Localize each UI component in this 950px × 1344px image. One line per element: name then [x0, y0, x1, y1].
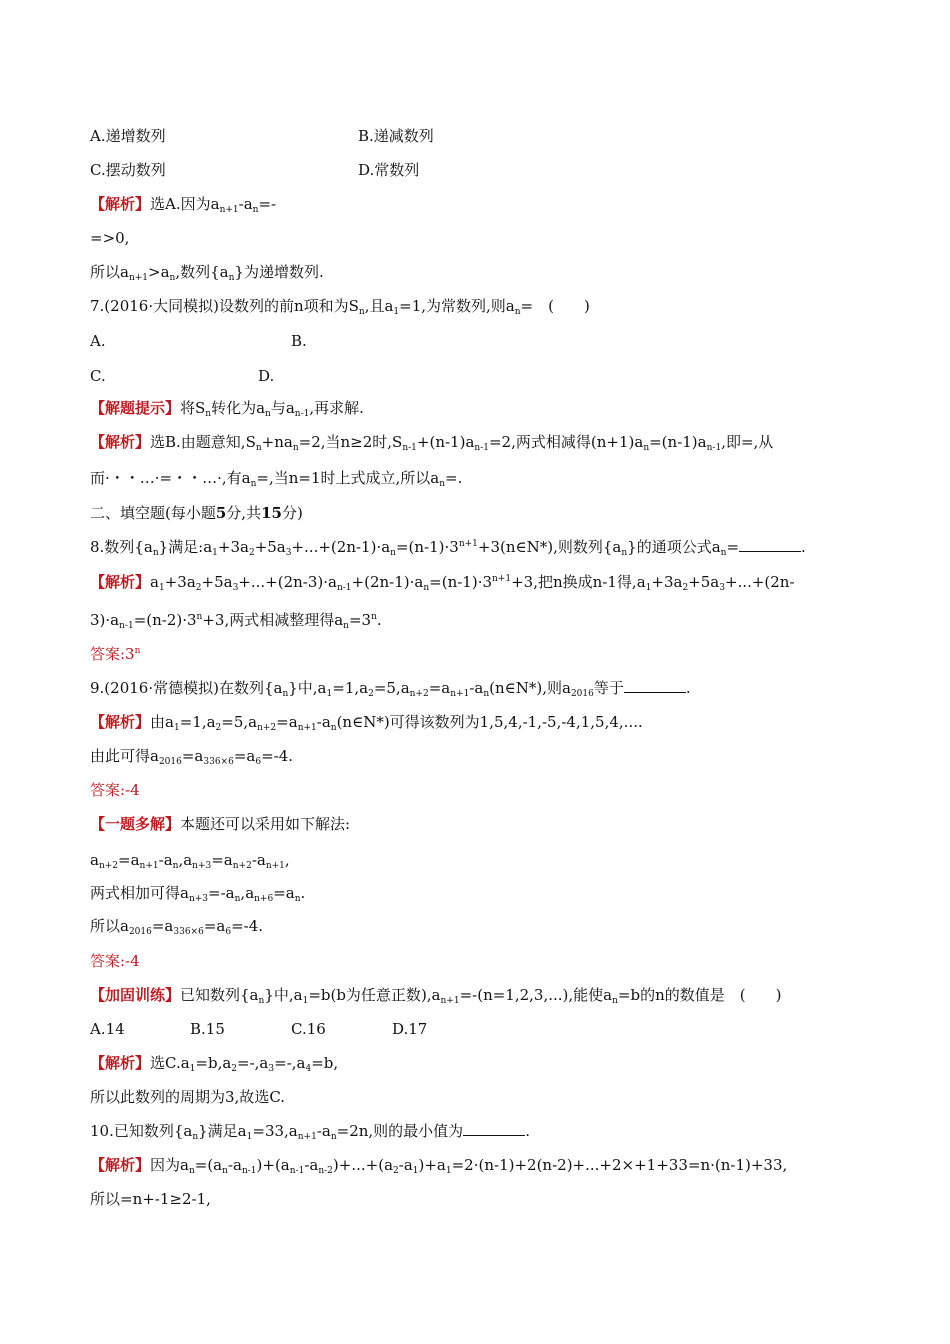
- extra-option-c: C.16: [291, 1020, 326, 1038]
- q9-answer: 答案:-4: [90, 781, 140, 799]
- analysis-tag: 【解析】: [90, 713, 151, 731]
- extra-option-a: A.14: [90, 1020, 125, 1038]
- q7-option-a: A.: [90, 332, 106, 350]
- q6-option-d: D.常数列: [358, 161, 420, 179]
- q8-solution-line-1: 【解析】$a_1+3a_2+5a_3+...+(2n-3)\cdot a_{n-1}+(2n-1)\cdot a_n=(n-1)\cdot 3^{n+1}+3$,把n换成n-1得$,a_1+3a_2+5a_3+...+(2n-$: [90, 573, 795, 593]
- q6-option-a: A.递增数列: [90, 127, 166, 145]
- q7-option-b: B.: [291, 332, 307, 350]
- q7-stem: 7.(2016·大同模拟)设数列的前n项和为$S_n$,且$a_1=1$,为常数列,则$a_n=$ ( ): [90, 297, 590, 317]
- q9-multi-line-2: 两式相加可得$a_{n+3}=-a_n,a_{n+6}=a_n$.: [90, 884, 306, 904]
- analysis-tag: 【解析】: [90, 195, 151, 213]
- extra-stem: 【加固训练】已知数列$\{a_n\}$中$,a_1=b(b$为任意正数)$,a_{n+1}=-(n=1,2,3,...)$,能使$a_n=b$的n的数值是 ( ): [90, 986, 782, 1006]
- section-title: 二、填空题(每小题5分,共15分): [90, 504, 303, 522]
- q9-multi-line-3: 所以$a_{2016}=a_{336\times 6}=a_6=-4$.: [90, 917, 264, 937]
- extra-solution-line-2: 所以此数列的周期为3,故选C.: [90, 1088, 286, 1106]
- answer-blank[interactable]: [739, 538, 801, 552]
- q7-solution-line-1: 【解析】选B.由题意知$,S_n+na_n=2$,当n≥2时$,S_{n-1}+(n-1)a_{n-1}=2$,两式相减得$(n+1)a_n=(n-1)a_{n-1}$,即=,从: [90, 433, 774, 453]
- q9-stem: 9.(2016·常德模拟)在数列$\{a_n\}$中$,a_1=1,a_2=5,a_{n+2}=a_{n+1}-a_n(n\in N*)$,则$a_{2016}$等于 .: [90, 679, 691, 699]
- q9-multi-solution: 【一题多解】本题还可以采用如下解法:: [90, 815, 351, 833]
- q6-solution-line-2: =>0,: [90, 229, 130, 247]
- q6-solution-line-1: 【解析】选A.因为$a_{n+1}-a_n=-$: [90, 195, 277, 215]
- q10-solution-line-2: 所以=n+-1≥2-1,: [90, 1190, 211, 1208]
- q8-solution-line-2: $3)\cdot a_{n-1}=(n-2)\cdot 3^n+3$,两式相减整理得$a_n=3^n$.: [90, 611, 382, 631]
- extra-option-b: B.15: [190, 1020, 225, 1038]
- analysis-tag: 【解析】: [90, 433, 151, 451]
- analysis-tag: 【解析】: [90, 1156, 151, 1174]
- q9-answer-2: 答案:-4: [90, 952, 140, 970]
- q8-answer: 答案:3$^n$: [90, 645, 141, 663]
- hint-tag: 【解题提示】: [90, 399, 181, 417]
- q9-multi-line-1: $a_{n+2}=a_{n+1}-a_n,a_{n+3}=a_{n+2}-a_{n+1}$,: [90, 851, 290, 871]
- extra-solution-line-1: 【解析】选$C.a_1=b,a_2=-,a_3=-,a_4=b$,: [90, 1054, 339, 1074]
- q7-option-c: C.: [90, 367, 106, 385]
- analysis-tag: 【解析】: [90, 573, 151, 591]
- q7-option-d: D.: [258, 367, 275, 385]
- q10-stem: 10.已知数列$\{a_n\}$满足$a_1=33,a_{n+1}-a_n=2n$,则的最小值为 .: [90, 1122, 530, 1142]
- q6-option-c: C.摆动数列: [90, 161, 166, 179]
- q7-hint: 【解题提示】将$S_n$转化为$a_n$与$a_{n-1}$,再求解.: [90, 399, 364, 419]
- analysis-tag: 【解析】: [90, 1054, 151, 1072]
- q9-solution-line-2: 由此可得$a_{2016}=a_{336\times 6}=a_6=-4$.: [90, 747, 294, 767]
- q7-solution-line-2: 而·・・…·=・・…·,有$a_n=$,当n=1时上式成立,所以$a_n=$.: [90, 469, 463, 489]
- q6-option-b: B.递减数列: [358, 127, 434, 145]
- q8-stem: 8.数列$\{a_n\}$满足$:a_1+3a_2+5a_3+...+(2n-1)\cdot a_n=(n-1)\cdot 3^{n+1}+3(n\in N*)$,则数列$\{a_n\}$的通项公式$a_n=$ .: [90, 538, 806, 558]
- answer-blank[interactable]: [624, 679, 686, 693]
- q10-solution-line-1: 【解析】因为$a_n=(a_n-a_{n-1})+(a_{n-1}-a_{n-2})+...+(a_2-a_1)+a_1=2\cdot(n-1)+2(n-2)+...+2\times+1+33=n\cdot(n-1)+33$,: [90, 1156, 788, 1176]
- q9-solution-line-1: 【解析】由$a_1=1,a_2=5,a_{n+2}=a_{n+1}-a_n(n\in N*)$可得该数列为1,5,4,-1,-5,-4,1,5,4,....: [90, 713, 643, 733]
- extra-option-d: D.17: [392, 1020, 428, 1038]
- q6-solution-line-3: 所以$a_{n+1}>a_n$,数列$\{a_n\}$为递增数列.: [90, 263, 324, 283]
- q6-option-row-1: [90, 126, 166, 146]
- multi-solution-tag: 【一题多解】: [90, 815, 181, 833]
- answer-blank[interactable]: [463, 1122, 525, 1136]
- extra-training-tag: 【加固训练】: [90, 986, 181, 1004]
